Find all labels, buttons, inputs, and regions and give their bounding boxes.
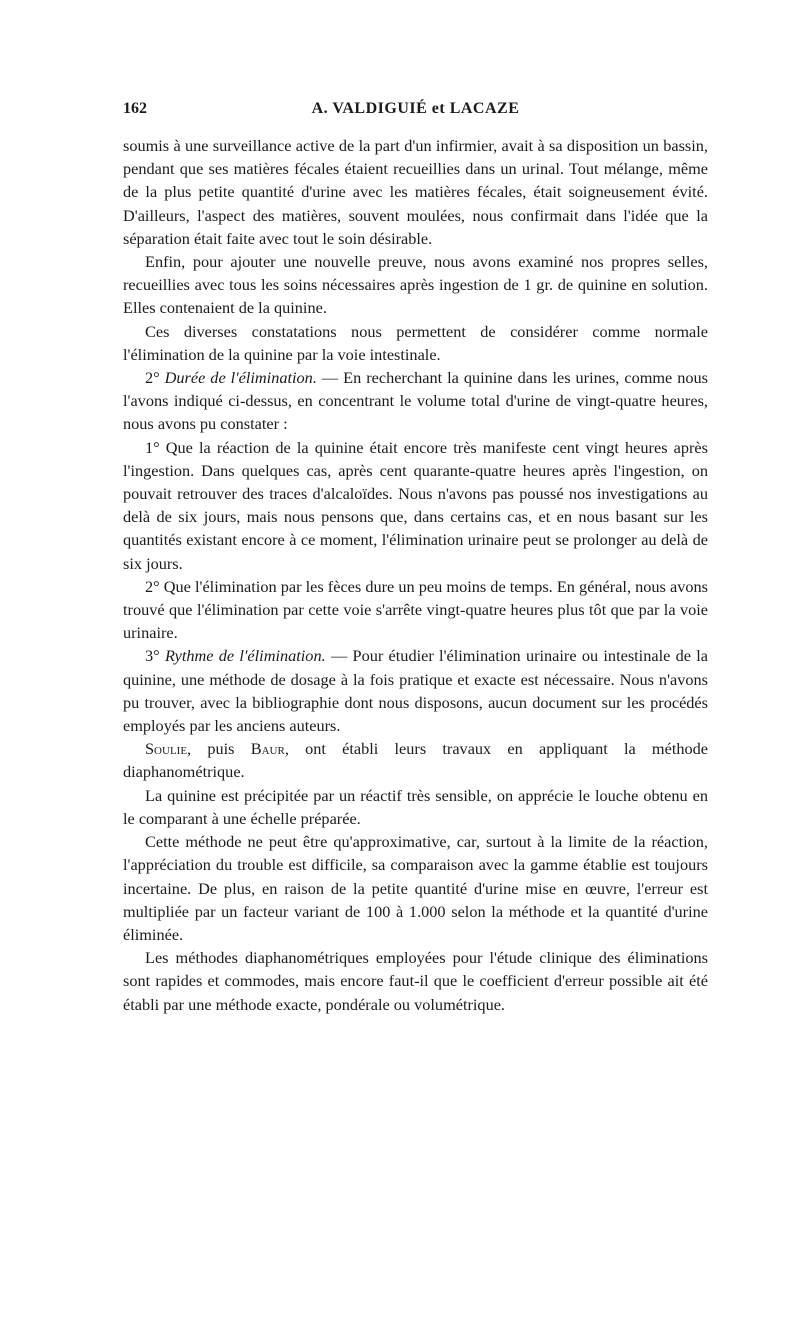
paragraph: soumis à une surveillance active de la part d'un infirmier, avait à sa disposition un bassin, pendant que ses matières fécales étaient recueillies dans un urinal. Tout mélange, même de la plus petite quantité d'urine avec les matières fécales, était soigneusement évité. D'ailleurs, l'aspect des matières, souvent moulées, nous confirmait dans l'idée que la séparation était faite avec tout le soin désirable. [123,136,708,248]
paragraph-text: — Pour étudier l'élimination urinaire ou intestinale de la quinine, une méthode de dosage à la fois pratique et exacte est nécessaire. Nous n'avons pu trouver, avec la bibliographie dont nous disposons, aucun document sur les procédés employés par les anciens auteurs. [123,646,709,736]
running-head: A. VALDIGUIÉ et LACAZE [311,100,520,117]
body-text [123,134,708,1016]
paragraph: La quinine est précipitée par un réactif très sensible, on apprécie le louche obtenu en le comparant à une échelle préparée. [123,785,708,828]
section-number: 3° [145,646,160,666]
paragraph-text: , puis [187,739,235,759]
paragraph [123,644,708,737]
section-number: 2° [145,368,160,388]
paragraph-text: — En recherchant la quinine dans les urines, comme nous l'avons indiqué ci-dessus, en concentrant le volume total d'urine de vingt-quatre heures, nous avons pu constater : [123,368,708,434]
paragraph [123,737,708,783]
section-title: Rythme de l'élimination. [164,646,326,666]
author-name: Baur [250,739,285,759]
paragraph: 2° Que l'élimination par les fèces dure un peu moins de temps. En général, nous avons trouvé que l'élimination par cette voie s'arrête vingt-quatre heures plus tôt que par la voie urinaire. [123,576,708,643]
paragraph-text: , ont établi leurs travaux en appliquant la méthode diaphanométrique. [123,739,708,782]
page-number: 162 [123,100,147,117]
paragraph: Ces diverses constatations nous permettent de considérer comme normale l'élimination de la quinine par la voie intestinale. [123,321,708,364]
paragraph: 1° Que la réaction de la quinine était encore très manifeste cent vingt heures après l'ingestion. Dans quelques cas, après cent quarante-quatre heures après l'ingestion, on pouvait retrouver des traces d'alcaloïdes. Nous n'avons pas poussé nos investigations au delà de six jours, mais nous pensons que, dans certains cas, et en nous basant sur les quantités existant encore à ce moment, l'élimination urinaire peut se prolonger au delà de six jours. [123,437,708,573]
paragraph [123,366,708,436]
paragraph: Cette méthode ne peut être qu'approximative, car, surtout à la limite de la réaction, l'appréciation du trouble est difficile, sa comparaison avec la gamme établie est toujours incertaine. De plus, en raison de la petite quantité d'urine mise en œuvre, l'erreur est multipliée par un facteur variant de 100 à 1.000 selon la méthode et la quantité d'urine éliminée. [123,832,708,944]
paragraph: Enfin, pour ajouter une nouvelle preuve, nous avons examiné nos propres selles, recueillies avec tous les soins nécessaires après ingestion de 1 gr. de quinine en solution. Elles contenaient de la quinine. [123,252,708,318]
page-header [123,100,708,126]
paragraph: Les méthodes diaphanométriques employées pour l'étude clinique des éliminations sont rapides et commodes, mais encore faut-il que le coefficient d'erreur possible ait été établi par une méthode exacte, pondérale ou volumétrique. [123,948,708,1014]
author-name: Soulie [145,739,188,759]
section-title: Durée de l'élimination. [164,368,317,388]
